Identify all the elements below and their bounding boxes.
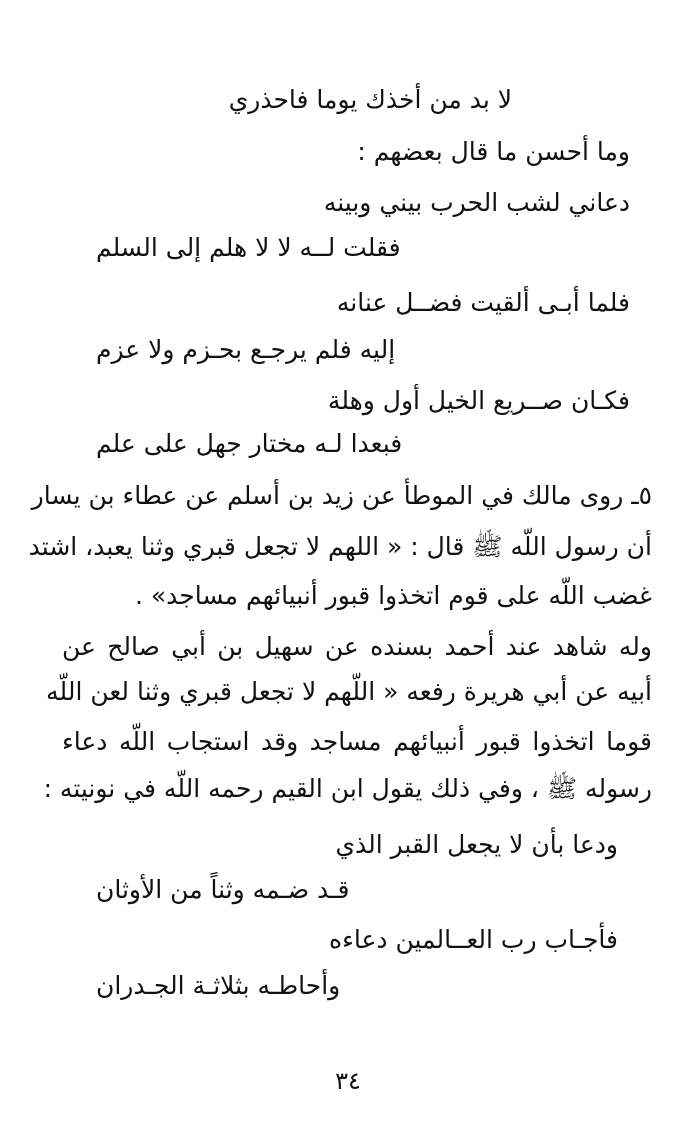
intro-line: وما أحسن ما قال بعضهم : [357,137,630,166]
page-number: ٣٤ [335,1067,361,1095]
verse-second-hemistich: إليه فلم يرجـع بحـزم ولا عزم [96,335,396,364]
paragraph-line: ٥ـ روى مالك في الموطأ عن زيد بن أسلم عن عطاء بن يسار [31,481,652,510]
verse-first-hemistich: فلما أبـى ألقيت فضــل عنانه [336,288,630,317]
verse-first-hemistich: فكـان صــريع الخيل أول وهلة [327,386,630,415]
verse-second-hemistich: قـد ضـمه وثناً من الأوثان [96,875,350,904]
paragraph-line: غضب اللّه على قوم اتخذوا قبور أنبيائهم مساجد» . [134,581,652,610]
paragraph-line: أبيه عن أبي هريرة رفعه « اللّهم لا تجعل قبري وثنا لعن اللّه [46,677,652,706]
poem-line: لا بد من أخذك يوما فاحذري [228,85,512,114]
verse-first-hemistich: دعاني لشب الحرب بيني وبينه [323,188,630,217]
paragraph-line: وله شاهد عند أحمد بسنده عن سهيل بن أبي صالح عن [62,632,652,661]
verse-first-hemistich: ودعا بأن لا يجعل القبر الذي [335,830,618,859]
paragraph-line: قوما اتخذوا قبور أنبيائهم مساجد وقد استجاب اللّه دعاء [62,727,652,756]
verse-second-hemistich: فبعدا لـه مختار جهل على علم [96,429,403,458]
verse-second-hemistich: فقلت لــه لا لا هلم إلى السلم [96,233,401,262]
verse-first-hemistich: فأجـاب رب العــالمين دعاءه [328,925,618,954]
verse-second-hemistich: وأحاطـه بثلاثـة الجـدران [96,971,341,1000]
paragraph-line: أن رسول اللّه ﷺ قال : « اللهم لا تجعل قبري وثنا يعبد، اشتد [28,532,652,561]
paragraph-line: رسوله ﷺ ، وفي ذلك يقول ابن القيم رحمه اللّه في نونيته : [43,774,652,803]
